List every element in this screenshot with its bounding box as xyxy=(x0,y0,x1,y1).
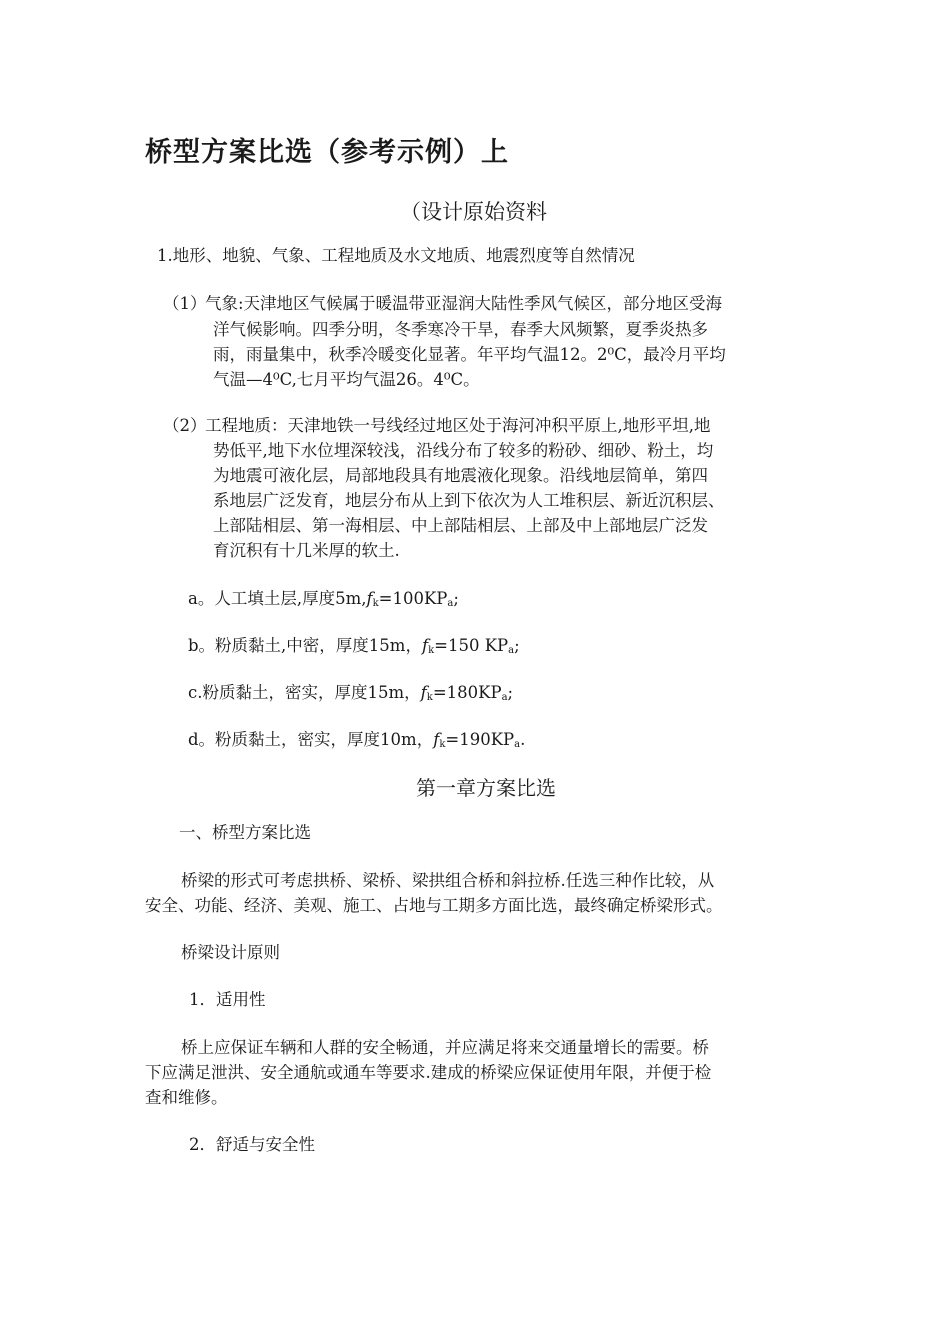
soil-item: b。粉质黏土,中密，厚度15m，$f_k=150$ $KP_a$; xyxy=(188,636,520,656)
body-line: 查和维修。 xyxy=(145,1088,228,1107)
body-line: 桥梁的形式可考虑拱桥、梁桥、梁拱组合桥和斜拉桥.任选三种作比较，从 xyxy=(181,871,715,890)
item-heading: 1．适用性 xyxy=(189,990,266,1009)
para1-label: （1） xyxy=(163,294,207,313)
body-line: 安全、功能、经济、美观、施工、占地与工期多方面比选，最终确定桥梁形式。 xyxy=(145,896,723,915)
doc-title: 桥型方案比选（参考示例）上 xyxy=(145,137,509,168)
para2-line: 势低平,地下水位埋深较浅，沿线分布了较多的粉砂、细砂、粉土，均 xyxy=(213,441,714,460)
body-line: 桥上应保证车辆和人群的安全畅通，并应满足将来交通量增长的需要。桥 xyxy=(181,1038,709,1057)
principles-heading: 桥梁设计原则 xyxy=(181,943,280,962)
para2-line: 系地层广泛发育，地层分布从上到下依次为人工堆积层、新近沉积层、 xyxy=(213,491,725,510)
soil-item: c.粉质黏土，密实，厚度15m，$f_k=180KP_a$; xyxy=(188,683,514,703)
para1-line: 雨，雨量集中，秋季冷暖变化显著。年平均气温12。2⁰C，最冷月平均 xyxy=(213,345,726,364)
para1-line: 洋气候影响。四季分明，冬季寒冷干旱，春季大风频繁，夏季炎热多 xyxy=(213,320,708,339)
para2-label: （2） xyxy=(163,416,207,435)
para1-line: 气象:天津地区气候属于暖温带亚湿润大陆性季风气候区，部分地区受海 xyxy=(205,294,723,313)
para2-line: 育沉积有十几米厚的软土. xyxy=(213,541,400,560)
body-line: 下应满足泄洪、安全通航或通车等要求.建成的桥梁应保证使用年限，并便于检 xyxy=(145,1063,712,1082)
para2-line: 上部陆相层、第一海相层、中上部陆相层、上部及中上部地层广泛发 xyxy=(213,516,708,535)
item-heading: 2．舒适与安全性 xyxy=(189,1135,315,1154)
doc-subtitle: （设计原始资料 xyxy=(400,200,547,224)
soil-item: a。人工填土层,厚度$5m,f_k=100KP_a$; xyxy=(188,589,459,609)
soil-item: d。粉质黏土，密实，厚度10m，$f_k=190KP_a$. xyxy=(188,730,526,750)
para2-line: 工程地质：天津地铁一号线经过地区处于海河冲积平原上,地形平坦,地 xyxy=(205,416,711,435)
para2-line: 为地震可液化层，局部地段具有地震液化现象。沿线地层简单，第四 xyxy=(213,466,708,485)
chapter-title: 第一章方案比选 xyxy=(416,776,556,800)
para1-line: 气温—4⁰C,七月平均气温26。4⁰C。 xyxy=(213,370,480,389)
subsection-heading: 一、桥型方案比选 xyxy=(179,823,311,842)
section-heading: 1.地形、地貌、气象、工程地质及水文地质、地震烈度等自然情况 xyxy=(157,246,635,265)
